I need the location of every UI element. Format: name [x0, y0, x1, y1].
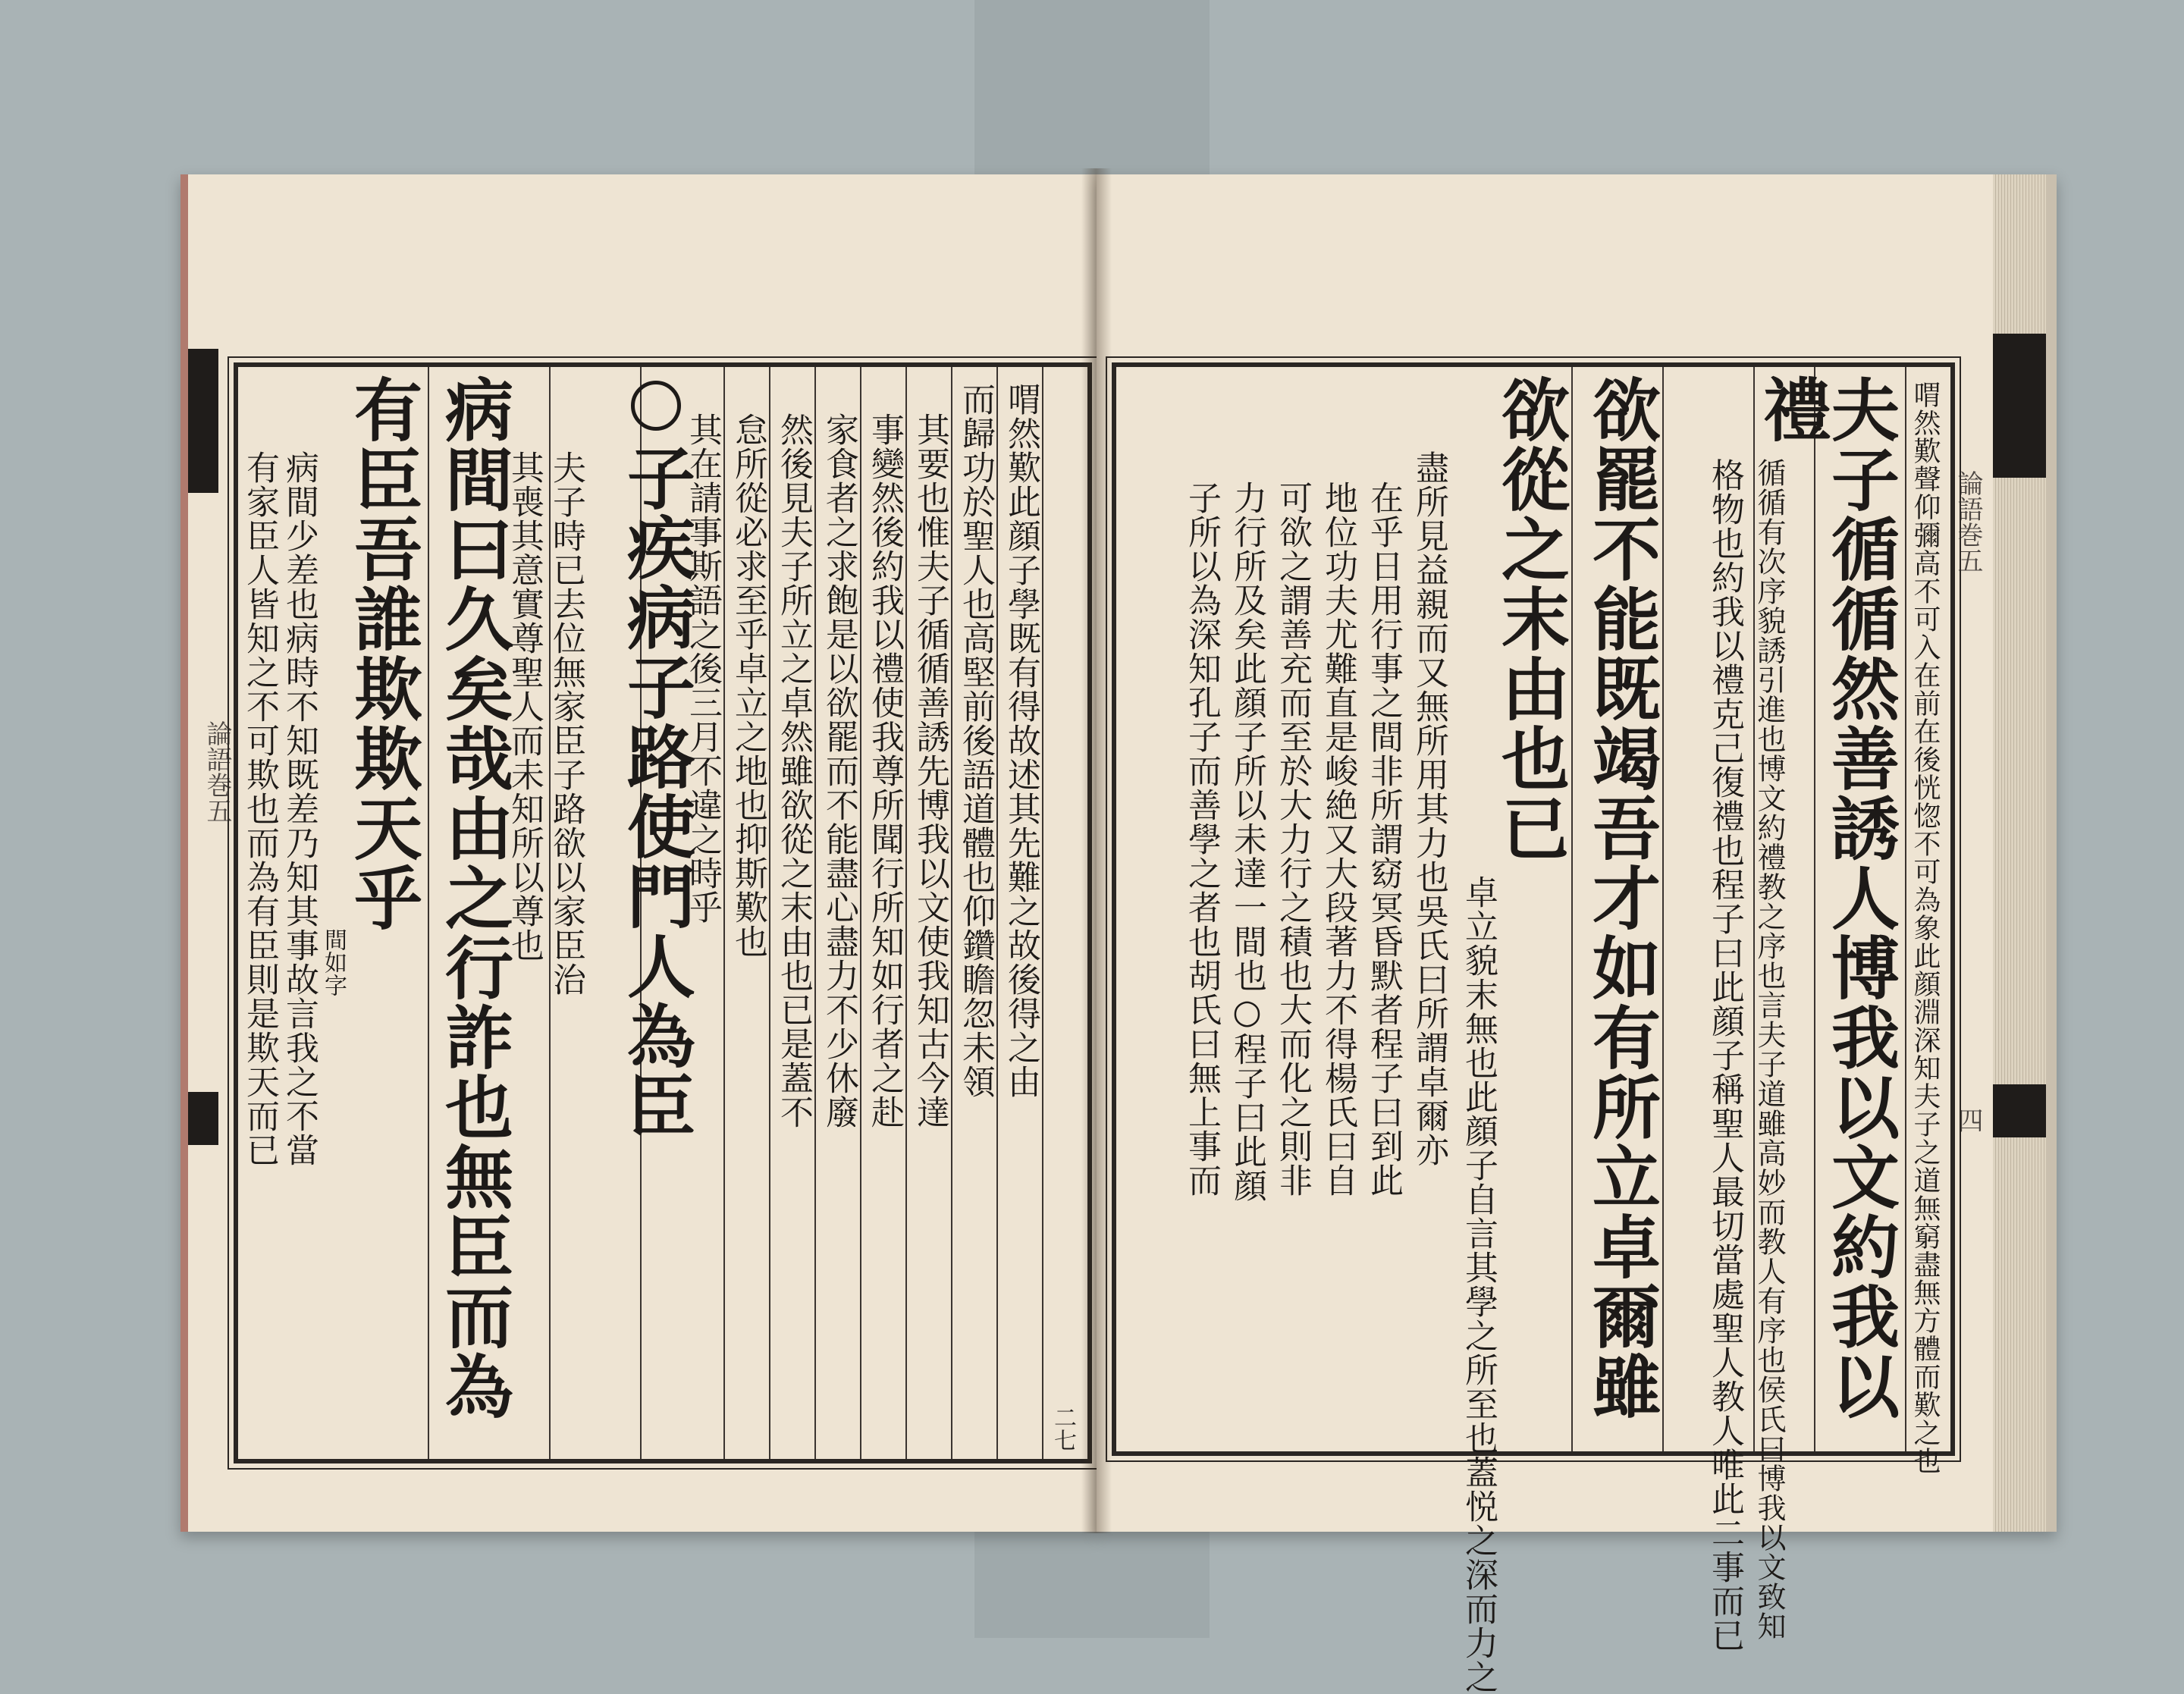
edge-tab: [1993, 334, 2046, 478]
right-page: [1097, 174, 2057, 1694]
text-frame: [1112, 362, 1955, 1694]
main-text-column: 子疾病子路使門人為臣: [615, 443, 695, 1140]
commentary-column: 子所以為深知孔子而善學之者也胡氏曰無上事而: [1182, 481, 1221, 1197]
commentary-column: 卓立貌末無也此顔子自言其學之所至也蓋悦之深而力之: [1459, 875, 1498, 1694]
commentary-column: 可欲之謂善充而至於大力行之積也大而化之則非: [1273, 481, 1312, 1197]
margin-title: 論語巻五: [1953, 470, 1983, 573]
commentary-column: 盡所見益親而又無所用其力也吳氏曰所謂卓爾亦: [1410, 450, 1448, 1167]
left-page: [180, 174, 1098, 1532]
edge-tab: [1993, 1084, 2046, 1137]
commentary-column: 家食者之求飽是以欲罷而不能盡心盡力不少休廢: [820, 413, 858, 1129]
reading-note: 間如字: [320, 928, 347, 996]
edge-tab: [188, 1092, 218, 1145]
text-frame: [234, 362, 1092, 1463]
main-text-column: 有臣吾誰欺欺天乎: [342, 375, 422, 933]
main-text-column: 夫子循循然善誘人博我以文約我以: [1819, 375, 1900, 1421]
margin-folio: 四: [1953, 1107, 1983, 1133]
commentary-column: 而歸功於聖人也高堅前後語道體也仰鑽瞻忽未領: [956, 382, 995, 1099]
section-marker: [631, 381, 681, 434]
margin-title: 論語巻五: [202, 720, 232, 823]
commentary-column: 力行所及矣此顔子所以未達一間也○程子曰此顔: [1228, 481, 1266, 1203]
main-text-column: 欲從之末由也已: [1489, 375, 1570, 863]
commentary-column: 其喪其意實尊聖人而未知所以尊也: [505, 450, 544, 962]
commentary-column: 循循有次序貌誘引進也博文約禮教之序也言夫子道雖高妙而教人有序也侯氏曰博我以文致知: [1753, 458, 1786, 1641]
commentary-column: 夫子時已去位無家臣子路欲以家臣治: [547, 450, 585, 996]
folio-number: 二七: [1050, 1406, 1076, 1451]
commentary-column: 其要也惟夫子循循善誘先博我以文使我知古今達: [911, 413, 949, 1129]
main-text-column: 欲罷不能既竭吾才如有所立卓爾雖: [1580, 375, 1661, 1421]
commentary-column: 有家臣人皆知之不可欺也而為有臣則是欺天而已: [240, 450, 279, 1167]
edge-tab: [188, 349, 218, 493]
main-text-column: 禮: [1751, 375, 1831, 444]
commentary-column: 喟然歎此顔子學既有得故述其先難之故後得之由: [1002, 382, 1040, 1099]
commentary-column: 然後見夫子所立之卓然雖欲從之末由也已是蓋不: [774, 413, 813, 1129]
commentary-column: 在乎日用行事之間非所謂窈冥昏默者程子曰到此: [1364, 481, 1403, 1197]
commentary-column: 病間少差也病時不知既差乃知其事故言我之不當: [280, 450, 318, 1167]
commentary-column: 地位功夫尤難直是峻絶又大段著力不得楊氏曰自: [1319, 481, 1357, 1197]
commentary-column: 事變然後約我以禮使我尊所聞行所知如行者之赴: [865, 413, 904, 1129]
commentary-column: 怠所從必求至乎卓立之地也抑斯歎也: [729, 413, 767, 958]
commentary-column: 格物也約我以禮克己復禮也程子曰此顔子稱聖人最切當處聖人教人唯此二事而已: [1705, 458, 1744, 1652]
open-book: [180, 168, 2046, 1694]
commentary-column: 喟然歎聲仰彌高不可入在前在後恍惚不可為象此顔淵深知夫子之道無窮盡無方體而歎之也: [1909, 381, 1941, 1475]
book-gutter: [1081, 168, 1112, 1533]
main-text-column: 病間曰久矣哉由之行詐也無臣而為: [433, 375, 513, 1421]
commentary-column: 其在請事斯語之後三月不違之時乎: [683, 413, 722, 924]
